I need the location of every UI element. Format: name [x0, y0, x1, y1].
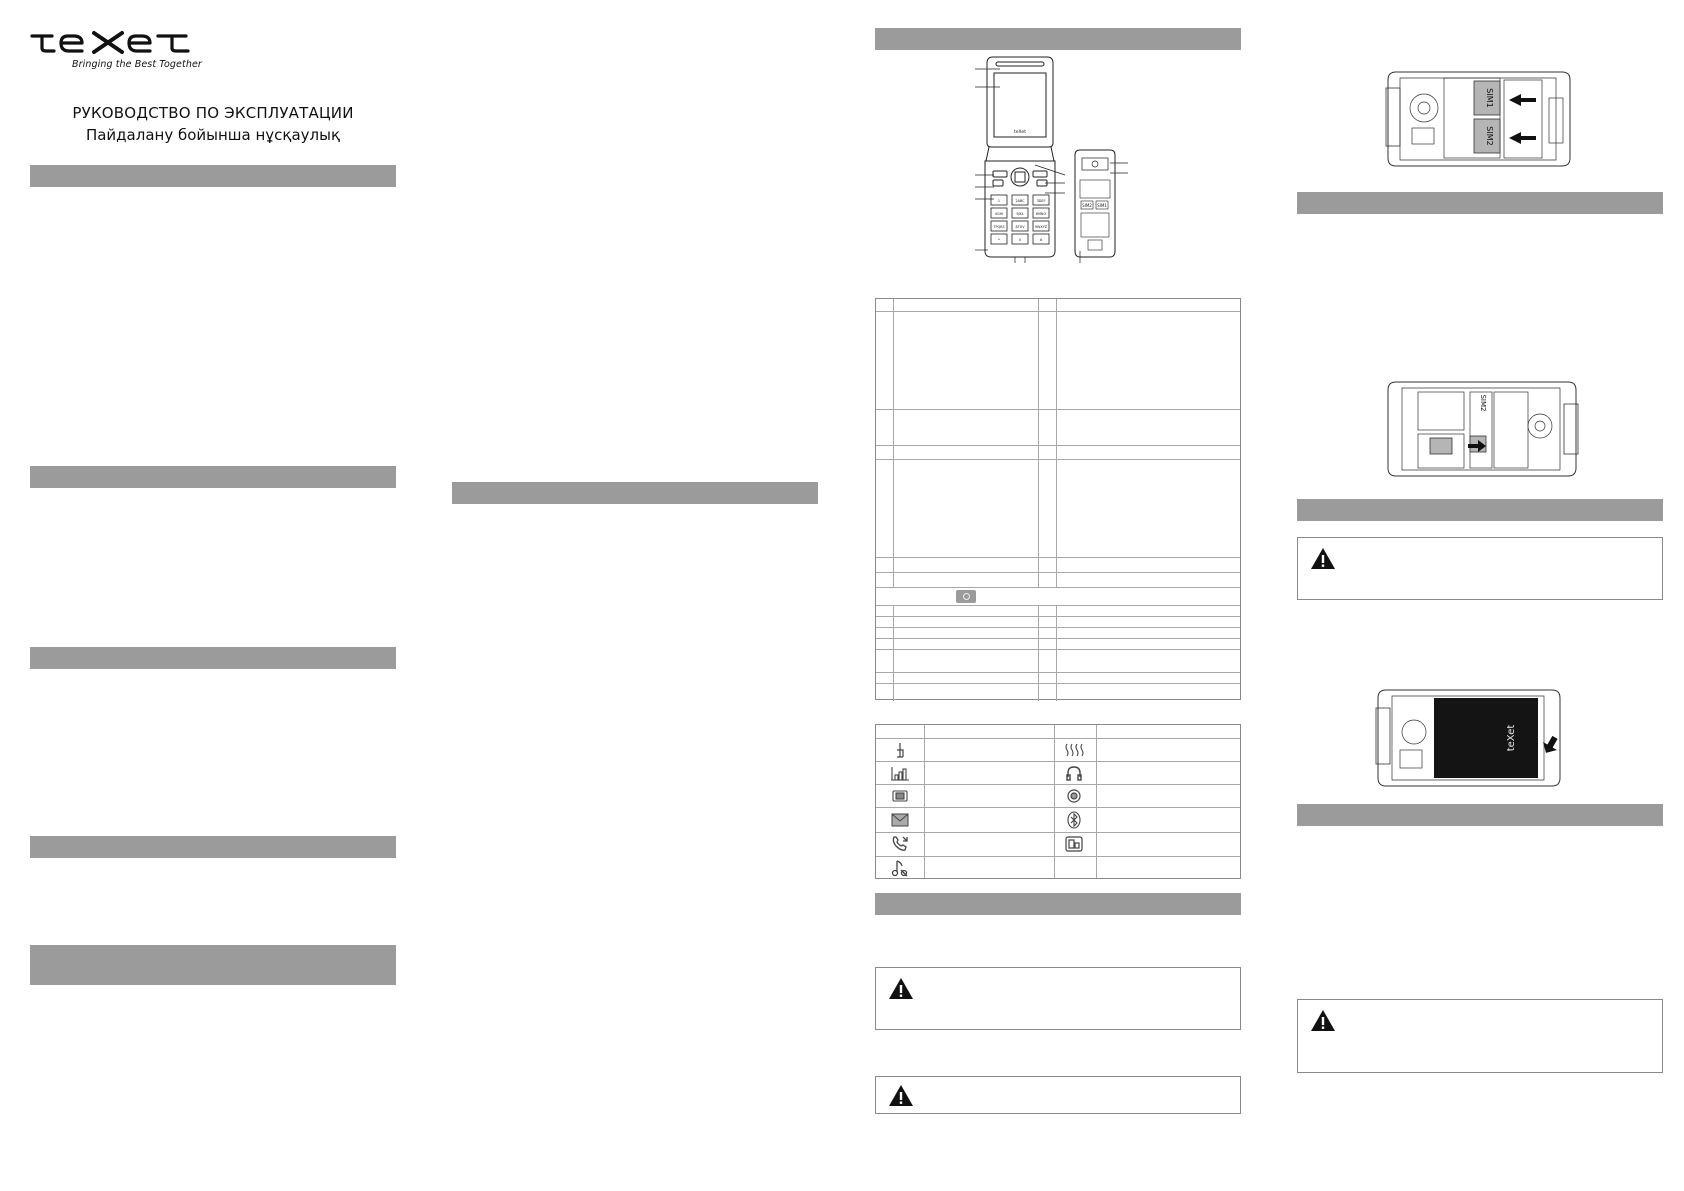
key-label: 3DEF [1036, 199, 1046, 203]
warning-box [1297, 537, 1663, 600]
back-sim1-label: SIM1 [1097, 203, 1107, 208]
battery-brand-label: teXet [1506, 724, 1517, 752]
key-label: 0 [1018, 238, 1022, 242]
battery-insertion-diagram [1374, 686, 1570, 790]
antenna-icon [890, 741, 910, 759]
sim-insertion-diagram [1384, 68, 1574, 170]
warning-icon [1310, 547, 1336, 570]
bluetooth-icon [1064, 811, 1084, 829]
missed-call-icon [890, 835, 910, 853]
vibration-icon [1064, 741, 1084, 759]
section-header-bar [875, 28, 1241, 50]
sim-card-icon [890, 787, 910, 805]
memory-card-diagram [1384, 378, 1580, 480]
center-key-icon [956, 590, 976, 603]
phone-brand-label: teXet [1014, 130, 1026, 135]
section-header-bar [30, 165, 396, 187]
sms-envelope-icon [890, 811, 910, 829]
alarm-icon [1064, 787, 1084, 805]
section-header-bar [1297, 499, 1663, 521]
section-header-bar [875, 893, 1241, 915]
status-icons-table [875, 724, 1241, 879]
dual-sim-icon [1064, 835, 1084, 853]
section-header-bar [1297, 192, 1663, 214]
key-label: 5JKL [1016, 212, 1024, 216]
section-header-bar [30, 466, 396, 488]
warning-box [875, 1076, 1241, 1114]
warning-icon [888, 977, 914, 1000]
key-label: 6MNO [1035, 212, 1047, 216]
key-label: 7PQRS [993, 225, 1005, 229]
key-label: 8TUV [1015, 225, 1025, 229]
warning-icon [1310, 1009, 1336, 1032]
back-sim2-label: SIM2 [1082, 203, 1092, 208]
sim1-slot-label: SIM1 [1485, 88, 1494, 108]
manual-subtitle: Пайдалану бойынша нұсқаулық [85, 126, 341, 144]
keys-description-table [875, 298, 1241, 700]
headset-icon [1064, 764, 1084, 782]
section-header-bar [452, 482, 818, 504]
manual-title: РУКОВОДСТВО ПО ЭКСПЛУАТАЦИИ [72, 104, 354, 122]
mid-sim-label: SIM2 [1479, 394, 1487, 412]
key-label: 1 [997, 199, 1001, 203]
section-header-bar [30, 836, 396, 858]
key-label: 2ABC [1015, 199, 1025, 203]
warning-box [875, 967, 1241, 1030]
section-header-bar [30, 945, 396, 985]
key-label: 4GHI [994, 212, 1004, 216]
key-label: 9WXYZ [1034, 225, 1048, 229]
signal-bars-icon [890, 764, 910, 782]
section-header-bar [30, 647, 396, 669]
warning-icon [888, 1084, 914, 1107]
texet-wordmark [30, 30, 210, 54]
key-label: # [1039, 238, 1043, 242]
warning-box [1297, 999, 1663, 1073]
texet-logo [30, 30, 210, 74]
music-note-icon [890, 859, 910, 877]
sim2-slot-label: SIM2 [1485, 126, 1494, 146]
phone-diagram [960, 55, 1140, 265]
brand-tagline: Bringing the Best Together [72, 59, 202, 70]
section-header-bar [1297, 804, 1663, 826]
key-label: * [998, 238, 1000, 242]
